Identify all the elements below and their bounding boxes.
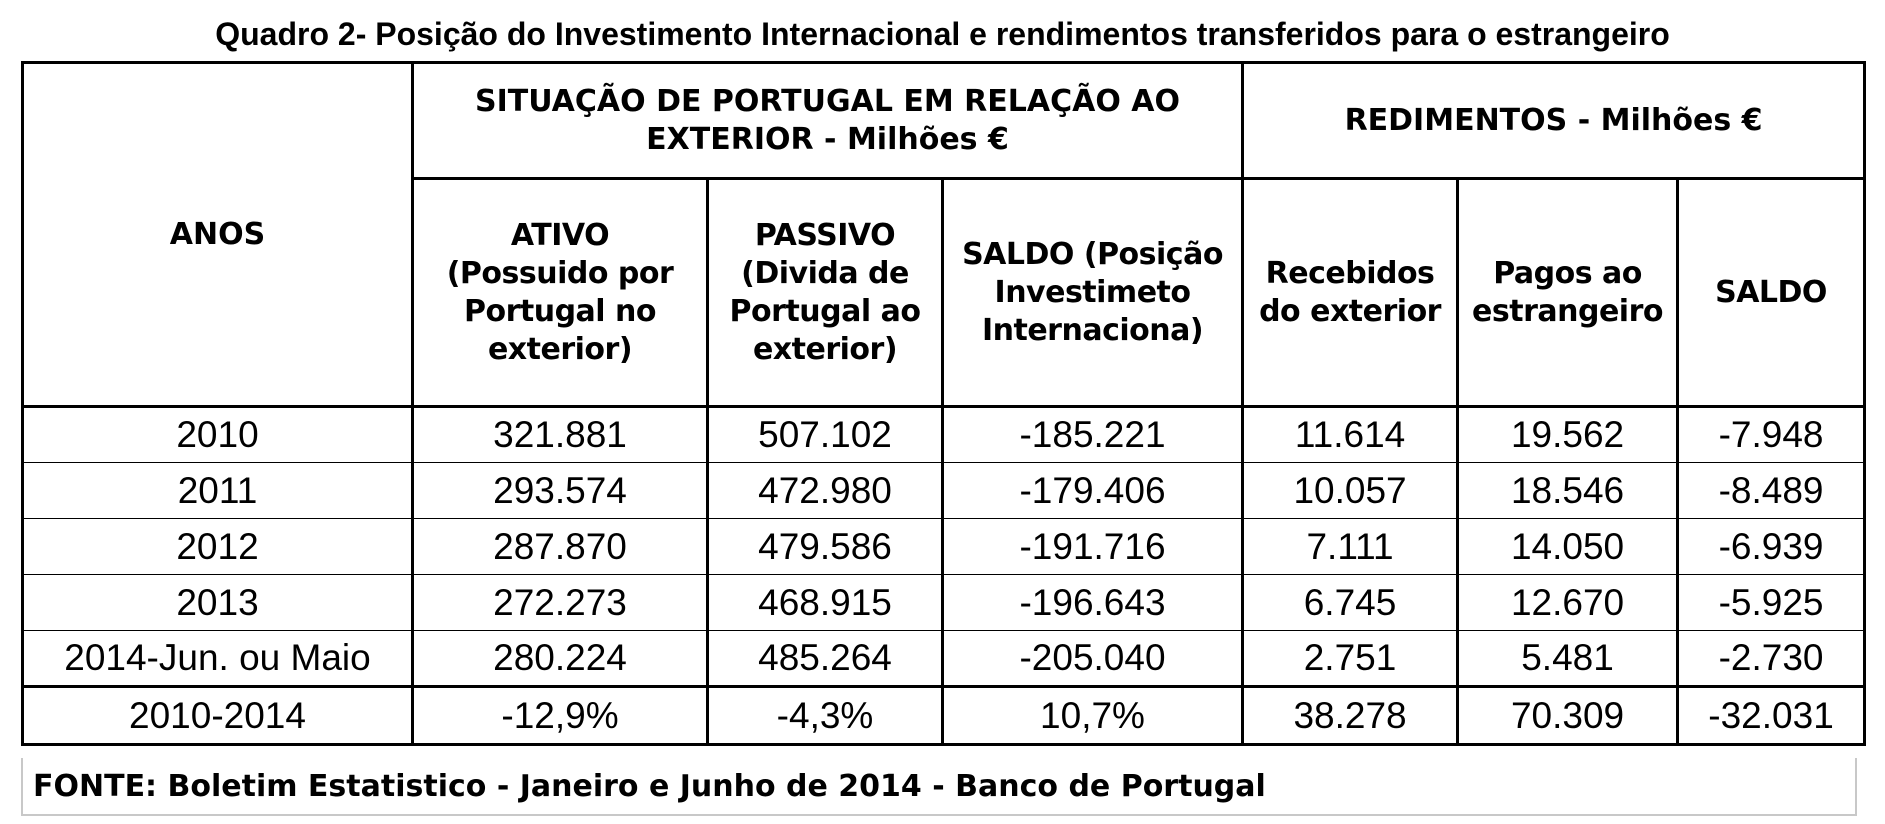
source-note: FONTE: Boletim Estatistico - Janeiro e Junho de 2014 - Banco de Portugal xyxy=(21,758,1857,816)
header-passivo: PASSIVO (Divida de Portugal ao exterior) xyxy=(708,179,943,407)
total-row xyxy=(23,687,1865,745)
table-row xyxy=(23,575,1865,631)
cell-passivo: 479.586 xyxy=(708,519,943,575)
header-group-rendimentos: REDIMENTOS - Milhões € xyxy=(1243,63,1865,179)
table-row xyxy=(23,407,1865,463)
cell-ativo: 280.224 xyxy=(413,631,708,687)
cell-saldo: -6.939 xyxy=(1678,519,1865,575)
cell-ativo: 321.881 xyxy=(413,407,708,463)
cell-ano: 2012 xyxy=(23,519,413,575)
cell-ativo: -12,9% xyxy=(413,687,708,745)
cell-passivo: -4,3% xyxy=(708,687,943,745)
cell-saldo-posicao: -196.643 xyxy=(943,575,1243,631)
cell-pagos: 18.546 xyxy=(1458,463,1678,519)
cell-saldo-posicao: -205.040 xyxy=(943,631,1243,687)
cell-ano: 2010-2014 xyxy=(23,687,413,745)
header-ativo: ATIVO (Possuido por Portugal no exterior) xyxy=(413,179,708,407)
cell-saldo: -32.031 xyxy=(1678,687,1865,745)
header-anos: ANOS xyxy=(23,63,413,407)
cell-passivo: 468.915 xyxy=(708,575,943,631)
cell-saldo: -7.948 xyxy=(1678,407,1865,463)
cell-saldo-posicao: -185.221 xyxy=(943,407,1243,463)
header-pagos: Pagos ao estrangeiro xyxy=(1458,179,1678,407)
cell-saldo-posicao: 10,7% xyxy=(943,687,1243,745)
cell-pagos: 19.562 xyxy=(1458,407,1678,463)
cell-pagos: 12.670 xyxy=(1458,575,1678,631)
table-title: Quadro 2- Posição do Investimento Internacional e rendimentos transferidos para o estrangeiro xyxy=(215,16,1670,52)
cell-pagos: 14.050 xyxy=(1458,519,1678,575)
cell-recebidos: 2.751 xyxy=(1243,631,1458,687)
header-recebidos: Recebidos do exterior xyxy=(1243,179,1458,407)
cell-recebidos: 38.278 xyxy=(1243,687,1458,745)
cell-ativo: 287.870 xyxy=(413,519,708,575)
cell-ano: 2013 xyxy=(23,575,413,631)
header-saldo-posicao: SALDO (Posição Investimeto Internaciona) xyxy=(943,179,1243,407)
table-row xyxy=(23,631,1865,687)
table-row xyxy=(23,463,1865,519)
cell-ativo: 293.574 xyxy=(413,463,708,519)
cell-ano: 2010 xyxy=(23,407,413,463)
cell-passivo: 507.102 xyxy=(708,407,943,463)
cell-saldo-posicao: -191.716 xyxy=(943,519,1243,575)
header-group-situacao: SITUAÇÃO DE PORTUGAL EM RELAÇÃO AO EXTERIOR - Milhões € xyxy=(413,63,1243,179)
cell-recebidos: 7.111 xyxy=(1243,519,1458,575)
cell-passivo: 472.980 xyxy=(708,463,943,519)
cell-saldo: -8.489 xyxy=(1678,463,1865,519)
cell-pagos: 5.481 xyxy=(1458,631,1678,687)
cell-recebidos: 11.614 xyxy=(1243,407,1458,463)
cell-pagos: 70.309 xyxy=(1458,687,1678,745)
cell-recebidos: 6.745 xyxy=(1243,575,1458,631)
cell-recebidos: 10.057 xyxy=(1243,463,1458,519)
investment-table xyxy=(21,61,1866,746)
cell-ano: 2014-Jun. ou Maio xyxy=(23,631,413,687)
cell-ano: 2011 xyxy=(23,463,413,519)
cell-ativo: 272.273 xyxy=(413,575,708,631)
cell-saldo-posicao: -179.406 xyxy=(943,463,1243,519)
cell-saldo: -2.730 xyxy=(1678,631,1865,687)
header-saldo: SALDO xyxy=(1678,179,1865,407)
cell-passivo: 485.264 xyxy=(708,631,943,687)
cell-saldo: -5.925 xyxy=(1678,575,1865,631)
table-row xyxy=(23,519,1865,575)
